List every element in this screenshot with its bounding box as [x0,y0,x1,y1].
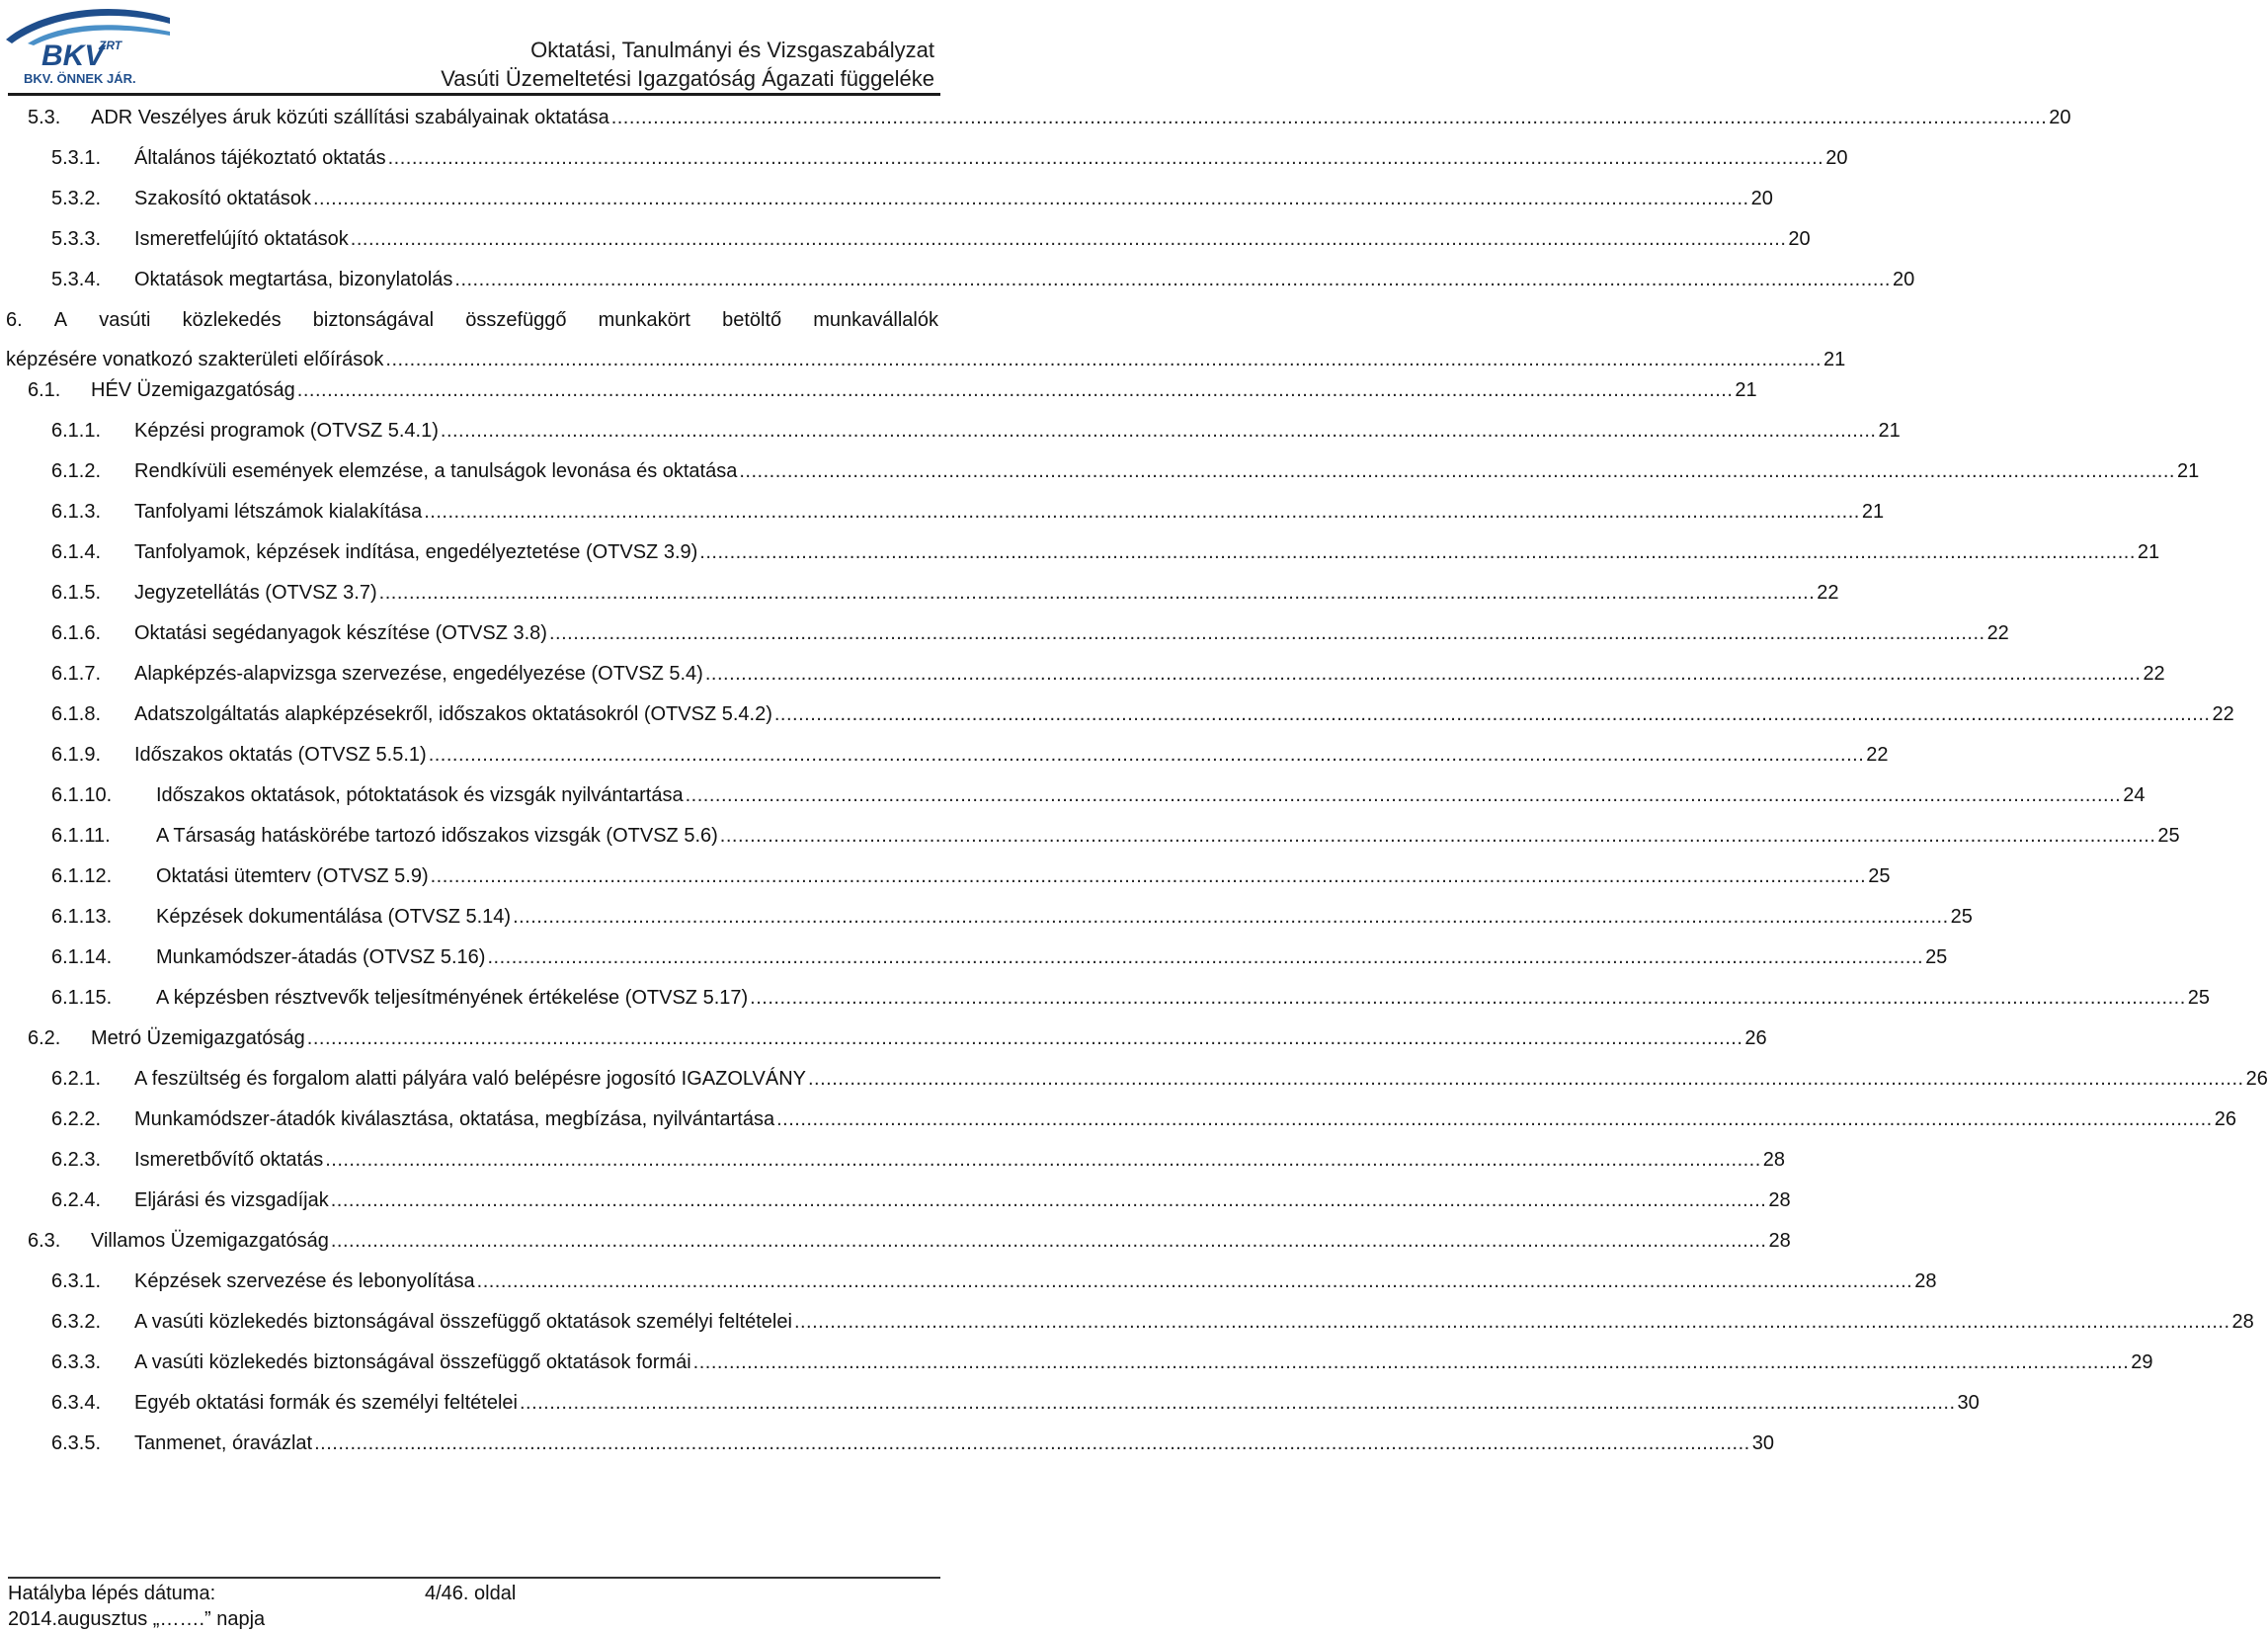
toc-title-word: betöltő [722,309,782,331]
toc-entry-title: Szakosító oktatások [134,188,311,209]
toc-entry-number: 6.1.12. [51,865,113,887]
toc-entry-5-3-1[interactable] [51,143,1848,175]
toc-leader-dots [720,821,2156,851]
toc-leader-dots [388,143,1824,173]
toc-entry-number: 6.1.8. [51,703,102,725]
toc-entry-6-3-3[interactable] [51,1347,2153,1379]
toc-entry-title: Oktatási segédanyagok készítése (OTVSZ 3.8) [134,622,547,644]
toc-entry-6-1-10[interactable] [51,780,2146,812]
toc-entry-page: 26 [2245,1068,2268,1090]
toc-entry-title: A feszültség és forgalom alatti pályára való belépésre jogosító IGAZOLVÁNY [134,1068,806,1090]
toc-entry-number: 6.2.3. [51,1149,102,1171]
toc-entry-number: 5.3. [28,107,61,128]
toc-entry-number: 6.3.1. [51,1270,102,1292]
page-indicator: 4/46. oldal [425,1583,517,1604]
toc-entry-number: 6.1.13. [51,906,113,928]
toc-entry-page: 26 [1744,1027,1767,1049]
toc-leader-dots [699,537,2136,567]
toc-entry-number: 6.3. [28,1230,61,1252]
toc-entry-page: 28 [1762,1149,1786,1171]
toc-entry-title: Munkamódszer-átadás (OTVSZ 5.16) [156,946,486,968]
toc-entry-page: 22 [2143,663,2165,685]
toc-entry-6-1-7[interactable] [51,659,2165,691]
toc-entry-title: ADR Veszélyes áruk közúti szállítási szabályainak oktatása [91,107,609,128]
document-title [441,36,934,93]
toc-leader-dots [454,265,1891,294]
svg-text:BKV: BKV [41,40,105,72]
toc-entry-number: 5.3.3. [51,228,102,250]
toc-entry-number: 6.1.6. [51,622,102,644]
toc-leader-dots [686,780,2122,810]
toc-entry-page: 30 [1751,1432,1774,1454]
toc-entry-6-1-2[interactable] [51,456,2200,488]
toc-entry-6-3-2[interactable] [51,1307,2254,1339]
toc-entry-number: 6.1.11. [51,825,111,847]
toc-entry-page: 22 [1817,582,1839,604]
toc-leader-dots [385,345,1822,374]
toc-entry-number: 6. [6,309,23,331]
toc-entry-title: Eljárási és vizsgadíjak [134,1189,329,1211]
toc-leader-dots [520,1388,1956,1418]
toc-entry-number: 6.1.5. [51,582,102,604]
effective-date-value: 2014.augusztus „…….” napja [8,1608,266,1630]
toc-title-word: munkavállalók [813,309,938,331]
toc-entry-6-1[interactable] [28,375,1757,407]
toc-entry-title: Képzések szervezése és lebonyolítása [134,1270,475,1292]
toc-entry-page: 21 [1861,501,1885,523]
toc-entry-page: 28 [2231,1311,2254,1333]
document-title-line1: Oktatási, Tanulmányi és Vizsgaszabályzat [530,38,934,62]
toc-title-word: közlekedés [182,309,282,331]
toc-leader-dots [693,1347,2130,1377]
toc-leader-dots [424,497,1860,527]
svg-text:BKV. ÖNNEK JÁR.: BKV. ÖNNEK JÁR. [24,71,136,86]
toc-entry-6-1-14[interactable] [51,942,1948,974]
toc-entry-number: 6.1.9. [51,744,102,766]
toc-entry-6-2[interactable] [28,1023,1767,1055]
toc-entry-page: 28 [1768,1189,1791,1211]
toc-entry-page: 24 [2123,784,2146,806]
toc-entry-number: 6.3.3. [51,1351,102,1373]
toc-leader-dots [487,942,1923,972]
toc-entry-number: 6.2. [28,1027,61,1049]
toc-entry-number: 5.3.4. [51,269,102,290]
toc-entry-page: 25 [1868,865,1891,887]
toc-entry-page: 28 [1914,1270,1937,1292]
toc-entry-6-2-3[interactable] [51,1145,1786,1177]
bkv-logo [2,0,180,89]
toc-entry-6-3-5[interactable] [51,1429,1774,1460]
toc-entry-title: Adatszolgáltatás alapképzésekről, időszakos oktatásokról (OTVSZ 5.4.2) [134,703,772,725]
toc-entry-page: 28 [1768,1230,1791,1252]
toc-entry-number: 6.1.7. [51,663,102,685]
toc-entry-page: 30 [1957,1392,1980,1414]
toc-entry-5-3-4[interactable] [51,265,1915,296]
toc-entry-6-2-4[interactable] [51,1185,1791,1217]
toc-leader-dots [808,1064,2244,1094]
toc-entry-6-2-2[interactable] [51,1104,2236,1136]
toc-leader-dots [314,1429,1750,1458]
toc-entry-title: Metró Üzemigazgatóság [91,1027,305,1049]
toc-entry-title: Alapképzés-alapvizsga szervezése, engedélyezése (OTVSZ 5.4) [134,663,703,685]
footer-divider [8,1577,940,1579]
toc-entry-page: 20 [1788,228,1811,250]
toc-entry-6-3[interactable] [28,1226,1791,1258]
toc-entry-title: Időszakos oktatás (OTVSZ 5.5.1) [134,744,427,766]
toc-entry-5-3-3[interactable] [51,224,1811,256]
toc-entry-6-1-11[interactable] [51,821,2180,853]
toc-entry-number: 6.2.2. [51,1108,102,1130]
toc-entry-page: 20 [2049,107,2071,128]
toc-entry-page: 22 [1866,744,1889,766]
toc-leader-dots [331,1226,1767,1256]
toc-entry-6-1-5[interactable] [51,578,1839,610]
toc-leader-dots [776,1104,2213,1134]
toc-entry-number: 6.3.2. [51,1311,102,1333]
toc-entry-title: HÉV Üzemigazgatóság [91,379,295,401]
toc-entry-6-1-4[interactable] [51,537,2160,569]
toc-entry-number: 6.1.3. [51,501,102,523]
toc-entry-title: Képzési programok (OTVSZ 5.4.1) [134,420,439,442]
toc-entry-number: 6.2.1. [51,1068,102,1090]
toc-entry-title: A Társaság hatáskörébe tartozó időszakos vizsgák (OTVSZ 5.6) [156,825,718,847]
toc-leader-dots [774,699,2211,729]
toc-entry-number: 6.1.15. [51,987,113,1009]
toc-leader-dots [297,375,1734,405]
toc-entry-page: 20 [1825,147,1848,169]
toc-entry-number: 6.1.1. [51,420,102,442]
toc-title-word: összefüggő [465,309,567,331]
toc-leader-dots [429,740,1865,770]
document-title-line2: Vasúti Üzemeltetési Igazgatóság Ágazati függeléke [441,66,934,91]
toc-entry-page: 22 [2212,703,2234,725]
toc-entry-page: 22 [1986,622,2009,644]
toc-entry-6[interactable] [6,305,1846,374]
effective-date-label: Hatályba lépés dátuma: [8,1583,216,1604]
toc-entry-number: 6.3.5. [51,1432,102,1454]
toc-entry-title: Rendkívüli események elemzése, a tanulságok levonása és oktatása [134,460,738,482]
toc-entry-page: 25 [2157,825,2180,847]
toc-entry-number: 5.3.2. [51,188,102,209]
toc-entry-number: 6.2.4. [51,1189,102,1211]
toc-leader-dots [351,224,1787,254]
toc-entry-6-1-1[interactable] [51,416,1901,448]
toc-title-word: munkakört [598,309,690,331]
toc-entry-page: 25 [1925,946,1948,968]
toc-entry-number: 6.3.4. [51,1392,102,1414]
toc-entry-6-3-4[interactable] [51,1388,1980,1420]
toc-entry-page: 21 [2137,541,2160,563]
toc-leader-dots [794,1307,2230,1337]
toc-entry-number: 5.3.1. [51,147,102,169]
toc-entry-title: Ismeretfelújító oktatások [134,228,349,250]
toc-entry-title: képzésére vonatkozó szakterületi előírások [6,349,384,370]
toc-entry-6-3-1[interactable] [51,1266,1937,1298]
toc-entry-number: 6.1. [28,379,61,401]
toc-entry-number: 6.1.14. [51,946,113,968]
toc-entry-title: A vasúti közlekedés biztonságával összefüggő oktatások személyi feltételei [134,1311,792,1333]
toc-entry-title: Munkamódszer-átadók kiválasztása, oktatása, megbízása, nyilvántartása [134,1108,775,1130]
toc-entry-title-line2 [6,345,1846,374]
toc-entry-5-3-2[interactable] [51,184,1773,215]
toc-entry-title: Tanfolyami létszámok kialakítása [134,501,423,523]
toc-entry-number: 6.1.4. [51,541,102,563]
toc-entry-title: Ismeretbővítő oktatás [134,1149,324,1171]
toc-entry-page: 21 [1735,379,1757,401]
toc-entry-6-1-13[interactable] [51,902,1973,934]
toc-leader-dots [331,1185,1767,1215]
page-header [0,0,948,94]
toc-entry-page: 25 [2187,987,2211,1009]
toc-leader-dots [705,659,2142,689]
toc-entry-6-1-12[interactable] [51,861,1891,893]
toc-entry-6-1-15[interactable] [51,983,2211,1015]
toc-leader-dots [379,578,1816,608]
toc-leader-dots [325,1145,1761,1175]
toc-entry-title: Egyéb oktatási formák és személyi feltételei [134,1392,518,1414]
toc-leader-dots [307,1023,1743,1053]
toc-entry-title: A képzésben résztvevők teljesítményének értékelése (OTVSZ 5.17) [156,987,749,1009]
toc-entry-page: 26 [2214,1108,2236,1130]
toc-entry-5-3[interactable] [28,103,2071,134]
toc-title-word: vasúti [99,309,151,331]
toc-entry-title: Képzések dokumentálása (OTVSZ 5.14) [156,906,512,928]
toc-entry-page: 21 [1878,420,1901,442]
toc-entry-title: Általános tájékoztató oktatás [134,147,386,169]
toc-leader-dots [441,416,1877,446]
toc-entry-page: 29 [2131,1351,2153,1373]
toc-entry-title: Tanmenet, óravázlat [134,1432,313,1454]
toc-leader-dots [431,861,1867,891]
toc-entry-title: Jegyzetellátás (OTVSZ 3.7) [134,582,377,604]
toc-entry-page: 20 [1750,188,1773,209]
toc-entry-title: Villamos Üzemigazgatóság [91,1230,329,1252]
toc-entry-page: 21 [2176,460,2200,482]
toc-title-word: A [53,309,68,331]
toc-entry-6-1-8[interactable] [51,699,2234,731]
header-divider [8,93,940,96]
toc-leader-dots [513,902,1949,932]
toc-entry-page: 21 [1823,349,1846,370]
toc-leader-dots [549,618,1985,648]
toc-entry-title: Tanfolyamok, képzések indítása, engedélyeztetése (OTVSZ 3.9) [134,541,698,563]
toc-leader-dots [611,103,2048,132]
toc-entry-title: A vasúti közlekedés biztonságával összefüggő oktatások formái [134,1351,691,1373]
toc-entry-6-1-6[interactable] [51,618,2009,650]
toc-entry-number: 6.1.2. [51,460,102,482]
toc-entry-page: 20 [1892,269,1915,290]
toc-entry-6-1-3[interactable] [51,497,1885,529]
toc-entry-title: Oktatási ütemterv (OTVSZ 5.9) [156,865,429,887]
toc-title-word: biztonságával [312,309,435,331]
toc-entry-title-line1 [6,305,938,335]
toc-entry-title: Időszakos oktatások, pótoktatások és vizsgák nyilvántartása [156,784,684,806]
toc-entry-title: Oktatások megtartása, bizonylatolás [134,269,453,290]
toc-entry-number: 6.1.10. [51,784,113,806]
toc-entry-6-2-1[interactable] [51,1064,2268,1096]
svg-text:ZRT: ZRT [99,39,122,52]
toc-entry-page: 25 [1950,906,1973,928]
toc-leader-dots [477,1266,1913,1296]
toc-entry-6-1-9[interactable] [51,740,1889,772]
toc-leader-dots [750,983,2186,1013]
toc-leader-dots [739,456,2175,486]
toc-leader-dots [313,184,1749,213]
